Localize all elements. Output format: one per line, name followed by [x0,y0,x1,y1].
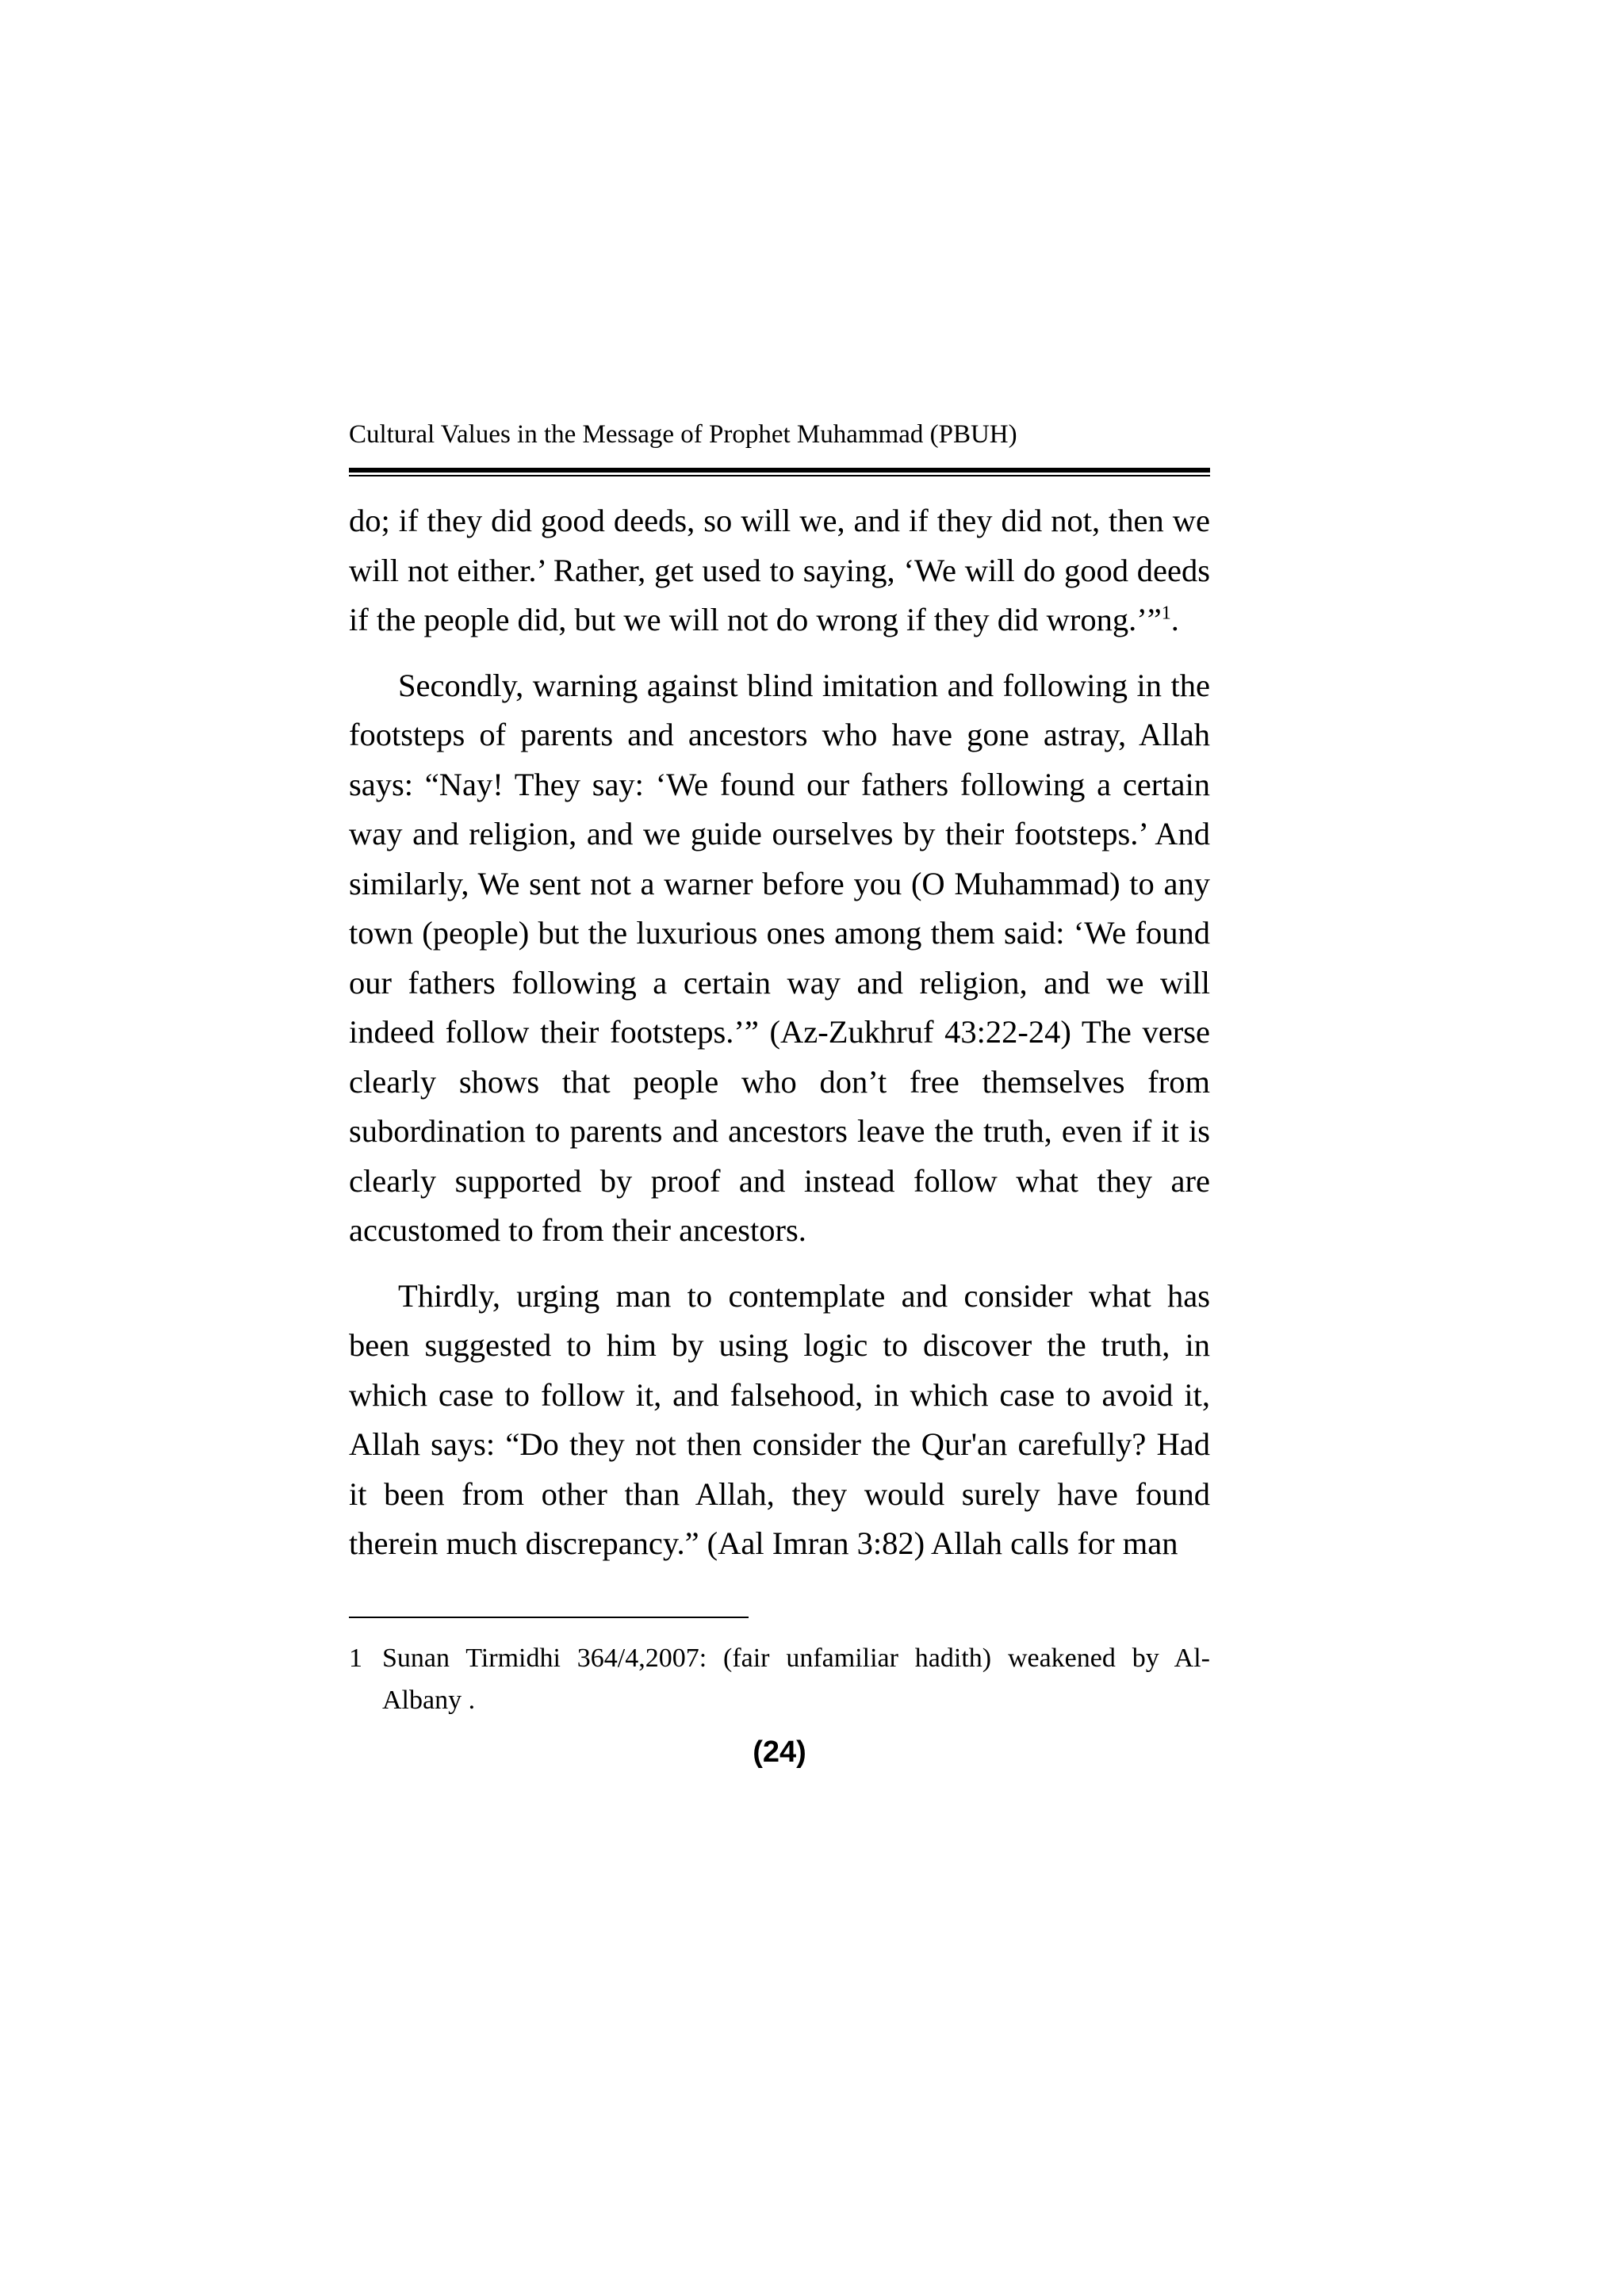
footnote-reference: 1 [1161,603,1171,624]
running-header: Cultural Values in the Message of Prophet Muhammad (PBUH) [349,420,1017,449]
paragraph-continuation [349,496,1210,645]
footnote-separator [349,1617,749,1618]
footnote-text: Sunan Tirmidhi 364/4,2007: (fair unfamiliar hadith) weakened by Al-Albany . [382,1643,1210,1715]
paragraph-secondly: Secondly, warning against blind imitation and following in the footsteps of parents and ancestors who have gone astray, Allah says: “Nay! They say: ‘We found our fathers following a certain way and religion, and we guide ourselves by their footsteps.’ And similarly, We sent not a warner before you (O Muhammad) to any town (people) but the luxurious ones among them said: ‘We found our fathers following a certain way and religion, and we will indeed follow their footsteps.’” (Az-Zukhruf 43:22-24) The verse clearly shows that people who don’t free themselves from subordination to parents and ancestors leave the truth, even if it is clearly supported by proof and instead follow what they are accustomed to from their ancestors. [349,667,1210,1248]
footnote-number: 1 [349,1643,362,1673]
header-double-rule [349,468,1210,476]
book-page [349,419,1210,1770]
header-rule-thin [349,475,1210,476]
paragraph-1-text: do; if they did good deeds, so will we, and if they did not, then we will not either.’ Rather, get used to saying, ‘We will do good deeds if the people did, but we will not do wrong if they did wrong.’” [349,503,1210,637]
footnote [349,1637,1210,1721]
page-number: (24) [753,1735,806,1769]
body-text [349,496,1210,1569]
paragraph-thirdly: Thirdly, urging man to contemplate and consider what has been suggested to him by using logic to discover the truth, in which case to follow it, and falsehood, in which case to avoid it, Allah says: “Do they not then consider the Qur'an carefully? Had it been from other than Allah, they would surely have found therein much discrepancy.” (Aal Imran 3:82) Allah calls for man [349,1277,1210,1561]
header-rule-thick [349,468,1210,473]
paragraph-1-end: . [1170,602,1179,637]
